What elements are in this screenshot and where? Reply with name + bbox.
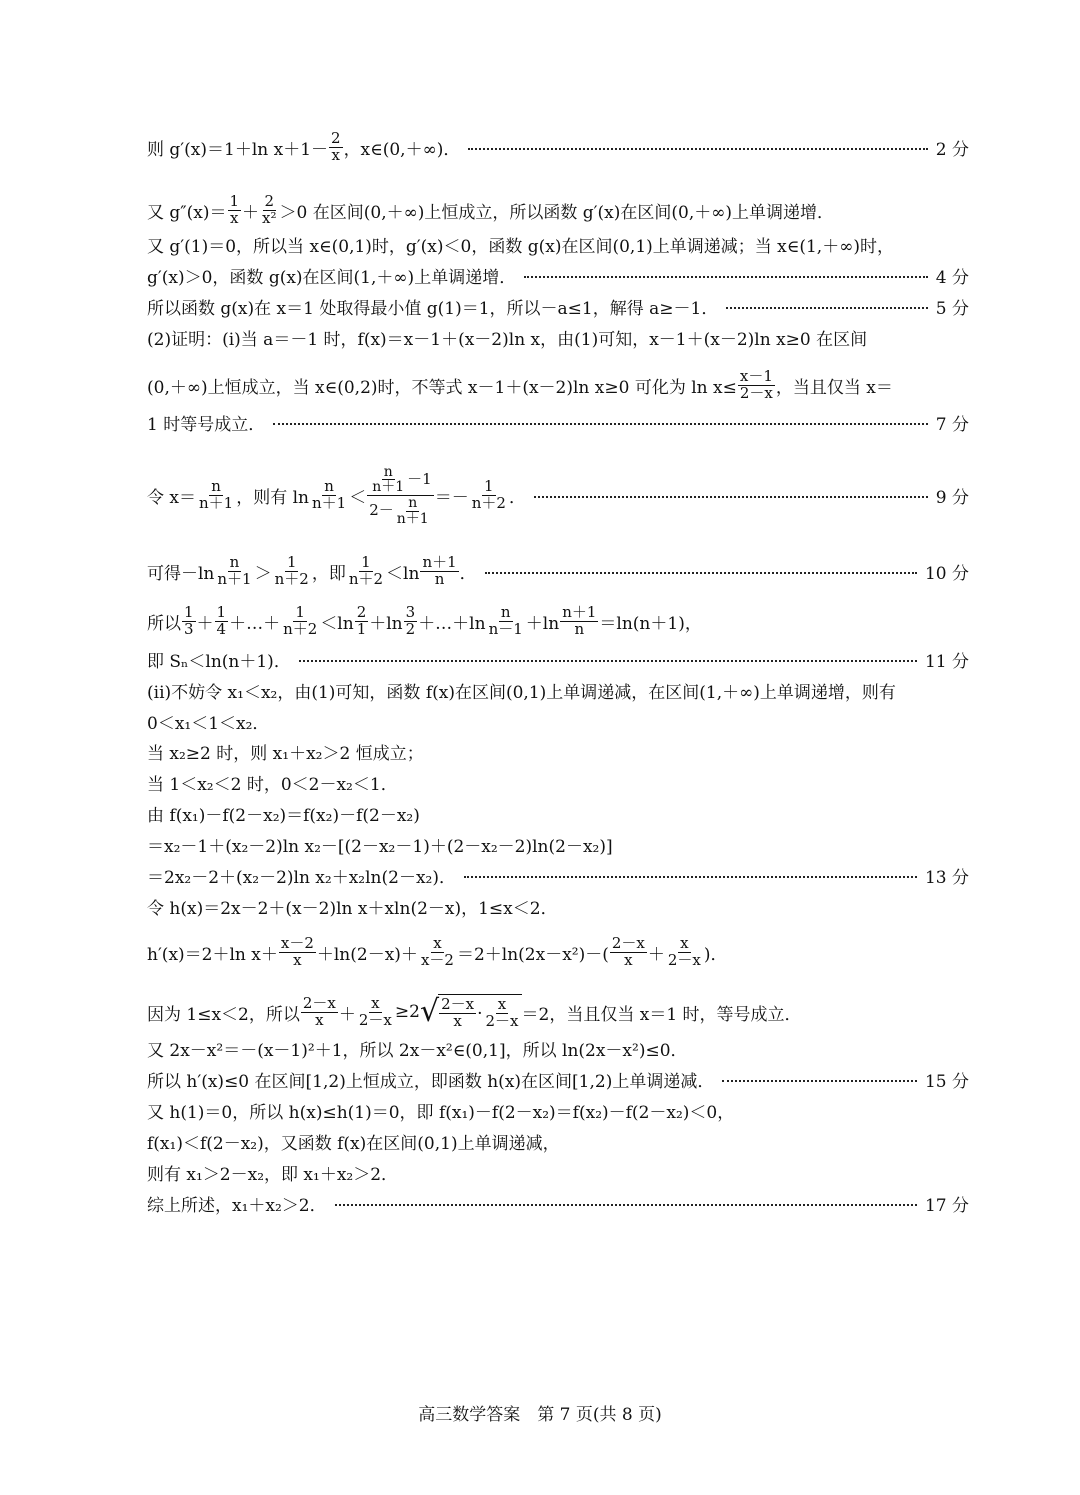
line-content	[147, 709, 269, 734]
fraction	[228, 191, 242, 227]
solution-line	[147, 599, 969, 643]
denominator: n＋2	[471, 493, 506, 512]
denominator: x－2	[420, 950, 454, 969]
solution-line	[147, 1095, 969, 1125]
numerator: n	[229, 552, 240, 571]
numerator: 1	[484, 476, 494, 495]
denominator: n＋1	[396, 510, 429, 527]
text-run: ＋	[242, 202, 260, 223]
fraction	[279, 933, 316, 969]
numerator: n	[500, 602, 511, 621]
dot-leader	[534, 496, 928, 498]
text-run: 又 g″(x)＝	[147, 202, 227, 223]
denominator	[367, 496, 433, 526]
score-label: 5 分	[935, 298, 969, 319]
text-run: 1 时等号成立．	[147, 414, 266, 435]
text-run: 因为 1≤x＜2，所以	[147, 1004, 300, 1025]
line-content	[147, 1129, 560, 1154]
dot-leader	[726, 307, 927, 309]
fraction	[610, 933, 647, 969]
radicand	[438, 994, 521, 1030]
text-run: ＋…＋	[229, 613, 281, 634]
solution-line	[147, 188, 969, 232]
solution-line	[147, 924, 969, 980]
fraction	[404, 602, 418, 638]
text-run: ＞0 在区间(0,＋∞)上恒成立，所以函数 g′(x)在区间(0,＋∞)上单调递增．	[279, 202, 835, 223]
solution-line	[147, 829, 969, 859]
fraction	[197, 476, 235, 512]
text-run: ＝ln(n＋1)，	[599, 613, 702, 634]
text-run: (2)证明：(i)当 a＝－1 时，f(x)＝x－1＋(x－2)ln x，由(1)可知，x－1＋(x－2)ln x≥0 在区间	[147, 329, 868, 350]
fraction	[666, 933, 703, 969]
fraction	[370, 465, 406, 495]
numerator: n＋1	[422, 552, 457, 571]
text-run: 所以	[147, 613, 181, 634]
fraction	[560, 602, 598, 638]
solution-line	[147, 1033, 969, 1063]
radical-sign: √	[419, 994, 440, 1029]
denominator: n＋1	[199, 493, 234, 512]
fraction	[215, 552, 253, 588]
dot-leader	[485, 572, 917, 574]
square-root	[420, 994, 522, 1030]
solution-line	[147, 706, 969, 736]
dot-leader	[524, 276, 928, 278]
text-run: g′(x)＞0，函数 g(x)在区间(1,＋∞)上单调递增．	[147, 267, 517, 288]
text-run: (0,＋∞)上恒成立，当 x∈(0,2)时，不等式 x－1＋(x－2)ln x≥0 可化为 ln x≤	[147, 377, 737, 398]
solution-line	[147, 291, 969, 321]
dot-leader	[335, 1204, 917, 1206]
numerator: 1	[229, 191, 240, 210]
line-content	[147, 678, 896, 703]
text-run: ．	[508, 487, 526, 508]
score-label: 11 分	[924, 651, 969, 672]
line-content	[147, 801, 420, 826]
line-content	[147, 602, 702, 638]
text-run: )．	[703, 944, 728, 965]
numerator: 2－x	[441, 995, 475, 1014]
complex-fraction	[367, 464, 433, 527]
line-content	[147, 263, 516, 288]
denominator: 2－x	[667, 950, 701, 969]
fraction	[738, 366, 775, 402]
solution-line	[147, 984, 969, 1040]
numerator: x	[497, 995, 507, 1014]
text-run: 又 2x－x²＝－(x－1)²＋1，所以 2x－x²∈(0,1]，所以 ln(2x－x²)≤0．	[147, 1040, 688, 1061]
dot-leader	[722, 1080, 917, 1082]
text-run: 当 x₂≥2 时，则 x₁＋x₂＞2 恒成立；	[147, 743, 424, 764]
line-content	[147, 863, 456, 888]
numerator: n	[324, 476, 334, 495]
fraction	[420, 552, 458, 588]
text-run: ．	[459, 563, 477, 584]
numerator: 2	[331, 128, 341, 147]
fraction	[355, 602, 369, 638]
score-label: 15 分	[924, 1071, 969, 1092]
fraction	[439, 997, 476, 1030]
line-content	[147, 294, 718, 319]
fraction	[301, 993, 338, 1029]
solution-line	[147, 675, 969, 705]
line-content	[147, 325, 867, 350]
text-run: (ii)不妨令 x₁＜x₂，由(1)可知，函数 f(x)在区间(0,1)上单调递减，在区间(1,＋∞)上单调递增，则有	[147, 682, 896, 703]
text-run: 所以 h′(x)≤0 在区间[1,2)上恒成立，即函数 h(x)在区间[1,2)上单调递减．	[147, 1071, 715, 1092]
fraction	[419, 933, 456, 969]
text-run: 由 f(x₁)－f(2－x₂)＝f(x₂)－f(2－x₂)	[147, 805, 420, 826]
score-label: 9 分	[935, 487, 969, 508]
solution-line	[147, 1126, 969, 1156]
numerator: x－2	[280, 933, 314, 952]
text-run: ＋	[196, 613, 214, 634]
text-run: ＋ln	[525, 613, 560, 634]
denominator: n＋1	[372, 479, 405, 496]
solution-line	[147, 736, 969, 766]
line-content	[147, 232, 894, 257]
denominator: 1	[356, 619, 367, 638]
text-run: ＋	[338, 1004, 356, 1025]
fraction	[487, 602, 525, 638]
text-run: ＜	[349, 487, 367, 508]
line-content	[147, 366, 893, 402]
denominator: n＋2	[283, 619, 318, 638]
text-run: 当 1＜x₂＜2 时，0＜2－x₂＜1．	[147, 774, 398, 795]
text-run: 所以函数 g(x)在 x＝1 处取得最小值 g(1)＝1，所以－a≤1，解得 a≥－1．	[147, 298, 719, 319]
solution-line	[147, 1188, 969, 1218]
fraction	[484, 997, 521, 1030]
text-run: 则有 x₁＞2－x₂，即 x₁＋x₂＞2．	[147, 1164, 399, 1185]
solution-line	[147, 1064, 969, 1094]
text-run: 2－	[369, 501, 394, 520]
solution-line	[147, 322, 969, 352]
fraction	[357, 993, 394, 1029]
numerator: n	[383, 463, 393, 480]
solution-line	[147, 891, 969, 921]
solution-line	[147, 260, 969, 290]
numerator: x	[680, 933, 689, 952]
text-run: ＝－	[434, 487, 469, 508]
numerator: x－1	[739, 366, 773, 385]
solution-line	[147, 549, 969, 593]
text-run: 又 g′(1)＝0，所以当 x∈(0,1)时，g′(x)＜0，函数 g(x)在区间(0,1)上单调递减；当 x∈(1,＋∞)时，	[147, 236, 894, 257]
text-run: ，当且仅当 x＝	[775, 377, 893, 398]
fraction	[470, 476, 508, 512]
denominator: n－1	[488, 619, 523, 638]
numerator: x	[433, 933, 442, 952]
denominator: x	[453, 1012, 462, 1030]
solution-line	[147, 128, 969, 164]
line-content	[147, 832, 613, 857]
score-label: 13 分	[924, 867, 969, 888]
text-run: ＝2，当且仅当 x＝1 时，等号成立．	[521, 1004, 802, 1025]
text-run: f(x₁)＜f(2－x₂)，又函数 f(x)在区间(0,1)上单调递减，	[147, 1133, 560, 1154]
numerator: x	[371, 993, 380, 1012]
text-run: 即 Sₙ＜ln(n＋1)．	[147, 651, 291, 672]
numerator: 1	[216, 602, 227, 621]
text-run: ＝x₂－1＋(x₂－2)ln x₂－[(2－x₂－1)＋(2－x₂－2)ln(2－x₂)]	[147, 836, 613, 857]
score-label: 10 分	[924, 563, 969, 584]
line-content	[147, 994, 802, 1030]
text-run: h′(x)＝2＋ln x＋	[147, 944, 278, 965]
numerator: 1	[184, 602, 194, 621]
solution-line	[147, 798, 969, 828]
line-content	[147, 739, 424, 764]
denominator: x²	[262, 208, 277, 227]
numerator: n	[211, 476, 221, 495]
text-run: 0＜x₁＜1＜x₂．	[147, 713, 270, 734]
solution-line	[147, 767, 969, 797]
dot-leader	[273, 423, 928, 425]
line-content	[147, 1036, 688, 1061]
denominator: x	[293, 950, 302, 969]
score-label: 2 分	[935, 139, 969, 160]
numerator: 2－x	[302, 993, 336, 1012]
solution-line	[147, 644, 969, 674]
fraction	[310, 476, 348, 512]
text-run: ，即	[311, 563, 346, 584]
denominator: 2－x	[739, 383, 773, 402]
fraction	[395, 496, 431, 526]
denominator: n	[574, 619, 585, 638]
score-label: 7 分	[935, 414, 969, 435]
solution-line	[147, 860, 969, 890]
text-run: 又 h(1)＝0，所以 h(x)≤h(1)＝0，即 f(x₁)－f(2－x₂)＝f(x₂)－f(2－x₂)＜0，	[147, 1102, 735, 1123]
numerator	[367, 464, 433, 496]
page-footer: 高三数学答案 第 7 页(共 8 页)	[418, 1404, 662, 1425]
fraction	[260, 191, 278, 227]
text-run: ＞	[254, 563, 272, 584]
fraction	[347, 552, 385, 588]
text-run: ＋ln(2－x)＋	[316, 944, 418, 965]
score-label: 4 分	[935, 267, 969, 288]
denominator: 2－x	[358, 1010, 392, 1029]
numerator: 1	[361, 552, 371, 571]
dot-leader	[299, 660, 917, 662]
text-run: ，则有 ln	[236, 487, 310, 508]
denominator: x	[331, 145, 341, 164]
line-content	[147, 647, 291, 672]
line-content	[147, 191, 835, 227]
text-run: ≥2	[394, 1002, 420, 1022]
solution-line	[147, 363, 969, 407]
denominator: n＋1	[217, 569, 252, 588]
fraction	[329, 128, 343, 164]
score-label: 17 分	[924, 1195, 969, 1216]
text-run: 可得－ln	[147, 563, 215, 584]
denominator: x	[230, 208, 239, 227]
denominator: n＋2	[348, 569, 384, 588]
line-content	[147, 552, 477, 588]
text-run: ＜ln	[320, 613, 354, 634]
text-run: ＝2x₂－2＋(x₂－2)ln x₂＋x₂ln(2－x₂)．	[147, 867, 456, 888]
text-run: ＋	[647, 944, 665, 965]
numerator: n＋1	[562, 602, 597, 621]
text-run: ＋…＋ln	[418, 613, 486, 634]
numerator: 2	[356, 602, 367, 621]
denominator: n＋2	[274, 569, 309, 588]
text-run: 令 h(x)＝2x－2＋(x－2)ln x＋xln(2－x)，1≤x＜2．	[147, 898, 558, 919]
numerator: n	[408, 495, 418, 511]
numerator: 2－x	[611, 933, 645, 952]
solution-line	[147, 229, 969, 259]
text-run: 令 x＝	[147, 487, 196, 508]
solution-line	[147, 1157, 969, 1187]
text-run: ＝2＋ln(2x－x²)－(	[456, 944, 609, 965]
denominator: x	[315, 1010, 324, 1029]
denominator: 3	[184, 619, 194, 638]
line-content	[147, 1191, 327, 1216]
line-content	[147, 1067, 714, 1092]
numerator: 3	[405, 602, 416, 621]
denominator: n	[434, 569, 445, 588]
text-run: ·	[477, 1003, 483, 1024]
line-content	[147, 464, 526, 527]
line-content	[147, 1098, 734, 1123]
fraction	[182, 602, 196, 638]
numerator: 1	[295, 602, 305, 621]
numerator: 2	[264, 191, 275, 210]
text-run: 则 g′(x)＝1＋ln x＋1－	[147, 139, 329, 160]
line-content	[147, 410, 265, 435]
denominator: 4	[216, 619, 227, 638]
line-content	[147, 1160, 398, 1185]
text-run: ＜ln	[386, 563, 420, 584]
text-run: －1	[407, 469, 432, 488]
dot-leader	[464, 876, 917, 878]
line-content	[147, 933, 728, 969]
denominator: x	[624, 950, 633, 969]
line-content	[147, 128, 461, 164]
fraction	[273, 552, 311, 588]
text-run: ＋ln	[369, 613, 403, 634]
solution-line	[147, 407, 969, 437]
numerator: 1	[286, 552, 297, 571]
text-run: ，x∈(0,＋∞)．	[343, 139, 461, 160]
line-content	[147, 894, 558, 919]
fraction	[215, 602, 229, 638]
denominator: n＋1	[312, 493, 347, 512]
fraction	[281, 602, 319, 638]
line-content	[147, 770, 398, 795]
solution-line	[147, 452, 969, 538]
denominator: 2	[405, 619, 416, 638]
denominator: 2－x	[485, 1012, 519, 1030]
text-run: 综上所述，x₁＋x₂＞2．	[147, 1195, 327, 1216]
dot-leader	[468, 148, 927, 150]
